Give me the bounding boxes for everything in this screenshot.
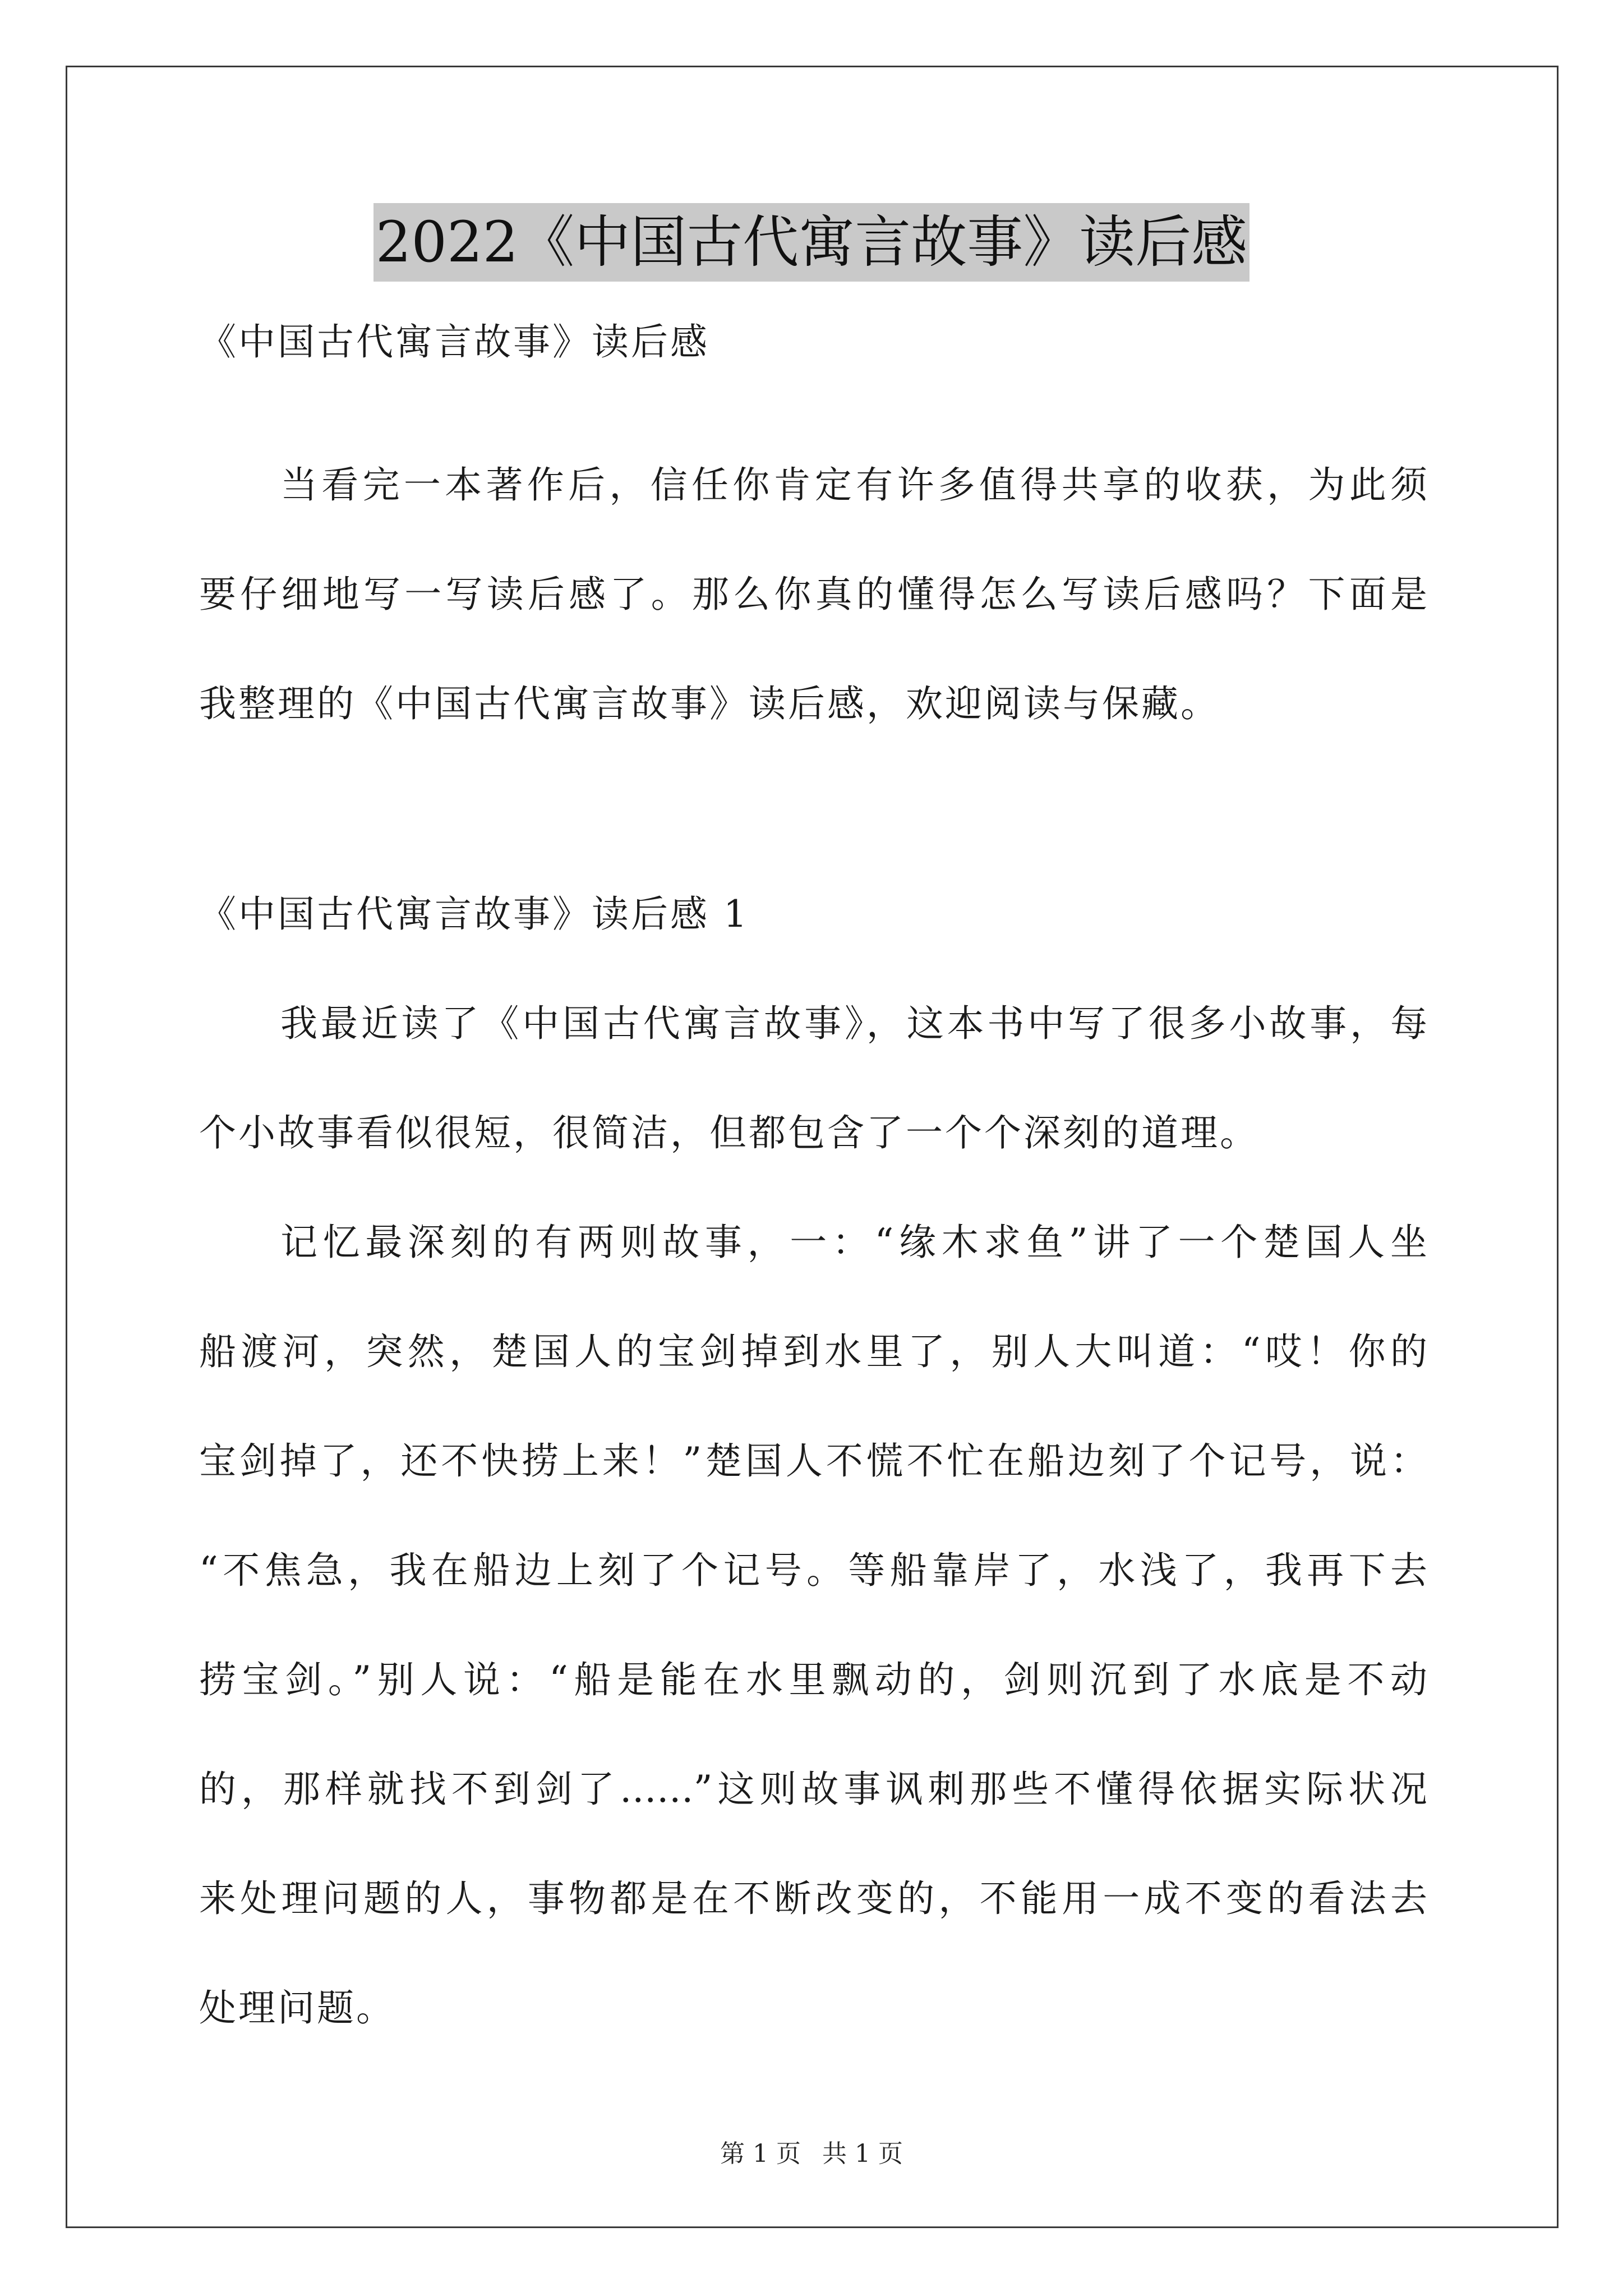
- para2-line-1: 记忆最深刻的有两则故事，一：“缘木求鱼”讲了一个楚国人坐: [280, 1221, 1427, 1264]
- para2-line-2: 船渡河，突然，楚国人的宝剑掉到水里了，别人大叫道：“哎！你的: [199, 1330, 1427, 1373]
- intro-line-3: 我整理的《中国古代寓言故事》读后感，欢迎阅读与保藏。: [199, 682, 1220, 725]
- para1-line-1: 我最近读了《中国古代寓言故事》，这本书中写了很多小故事，每: [280, 1002, 1427, 1045]
- document-subtitle: 《中国古代寓言故事》读后感: [199, 320, 709, 364]
- page-footer: [0, 2138, 1623, 2170]
- footer-total-pages: 共 1 页: [822, 2139, 903, 2168]
- para2-line-3: 宝剑掉了，还不快捞上来！”楚国人不慌不忙在船边刻了个记号，说：: [199, 1439, 1427, 1483]
- para2-line-7: 来处理问题的人，事物都是在不断改变的，不能用一成不变的看法去: [199, 1877, 1427, 1920]
- footer-page-number: 第 1 页: [720, 2139, 801, 2168]
- document-title: 2022《中国古代寓言故事》读后感: [374, 203, 1250, 282]
- para2-line-4: “不焦急，我在船边上刻了个记号。等船靠岸了，水浅了，我再下去: [199, 1549, 1427, 1592]
- section-heading: 《中国古代寓言故事》读后感 1: [199, 892, 749, 936]
- para2-line-8: 处理问题。: [199, 1986, 395, 2030]
- para2-line-6: 的，那样就找不到剑了……”这则故事讽刺那些不懂得依据实际状况: [199, 1768, 1427, 1811]
- para1-line-2: 个小故事看似很短，很简洁，但都包含了一个个深刻的道理。: [199, 1111, 1259, 1154]
- para2-line-5: 捞宝剑。”别人说：“船是能在水里飘动的，剑则沉到了水底是不动: [199, 1658, 1427, 1701]
- title-container: [0, 203, 1623, 282]
- intro-line-2: 要仔细地写一写读后感了。那么你真的懂得怎么写读后感吗？下面是: [199, 573, 1427, 616]
- intro-line-1: 当看完一本著作后，信任你肯定有许多值得共享的收获，为此须: [280, 463, 1427, 507]
